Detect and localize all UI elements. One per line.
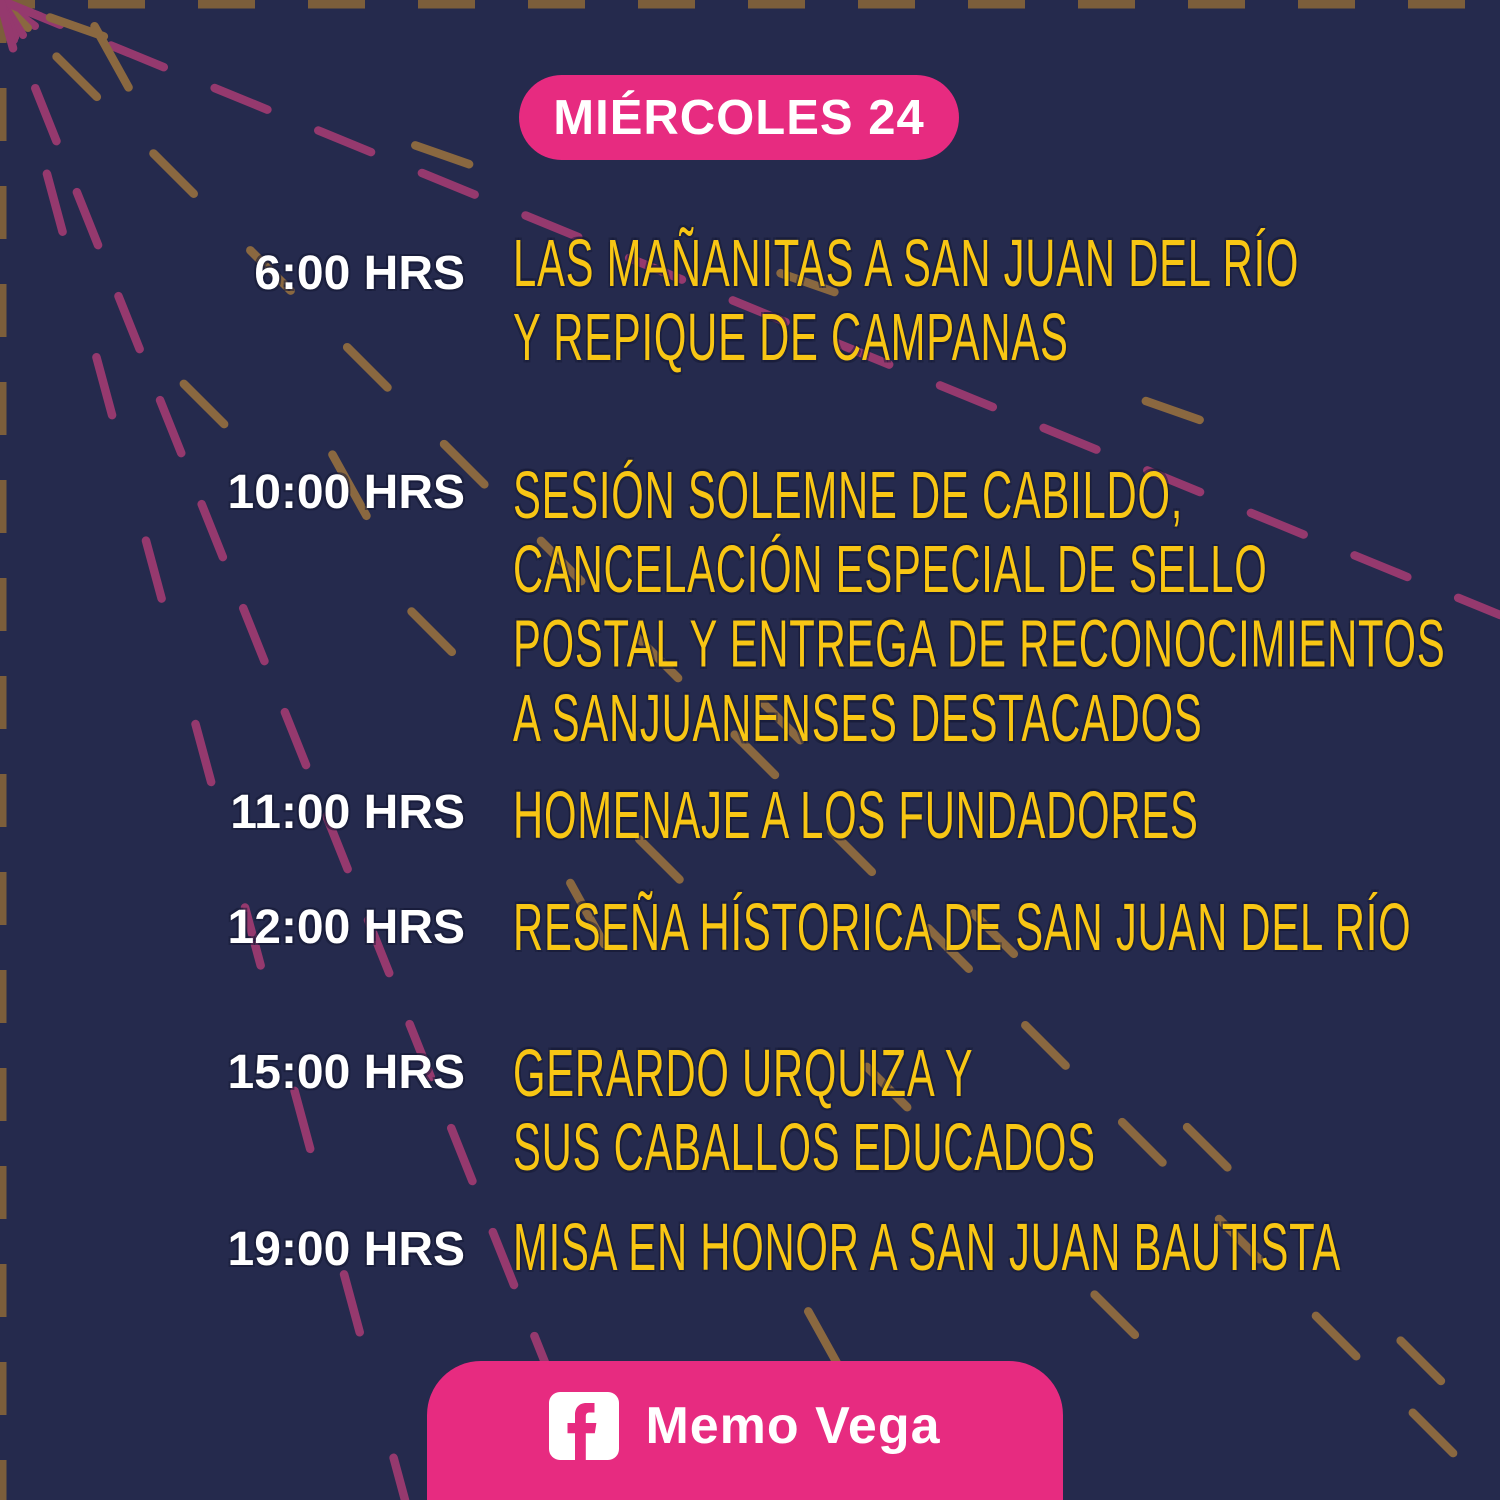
event-description (513, 890, 1411, 964)
event-time: 11:00 HRS (230, 786, 465, 839)
event-line: GERARDO URQUIZA Y (513, 1034, 974, 1111)
event-time: 10:00 HRS (227, 466, 465, 519)
event-description (513, 458, 1445, 756)
event-description (513, 1210, 1341, 1284)
event-time: 15:00 HRS (227, 1046, 465, 1099)
facebook-icon (549, 1392, 619, 1460)
event-description (513, 226, 1299, 375)
event-time: 6:00 HRS (254, 247, 465, 300)
event-line: HOMENAJE A LOS FUNDADORES (513, 776, 1199, 853)
day-badge-label: MIÉRCOLES 24 (553, 90, 925, 145)
event-line: SESIÓN SOLEMNE DE CABILDO, (513, 456, 1184, 533)
event-line: CANCELACIÓN ESPECIAL DE SELLO (513, 531, 1268, 607)
event-time: 12:00 HRS (227, 901, 465, 954)
event-line: Y REPIQUE DE CAMPANAS (513, 299, 1069, 375)
event-description (513, 1036, 1096, 1185)
event-description (513, 778, 1199, 852)
event-line: A SANJUANENSES DESTACADOS (513, 680, 1203, 756)
event-line: LAS MAÑANITAS A SAN JUAN DEL RÍO (513, 224, 1300, 301)
event-time: 19:00 HRS (227, 1223, 465, 1276)
facebook-link-badge[interactable] (427, 1361, 1063, 1500)
event-line: RESEÑA HÍSTORICA DE SAN JUAN DEL RÍO (513, 888, 1412, 965)
event-line: MISA EN HONOR A SAN JUAN BAUTISTA (513, 1208, 1341, 1285)
event-line: POSTAL Y ENTREGA DE RECONOCIMIENTOS (513, 605, 1446, 682)
event-line: SUS CABALLOS EDUCADOS (513, 1109, 1096, 1185)
facebook-page-name: Memo Vega (645, 1397, 941, 1455)
day-badge (519, 75, 959, 160)
